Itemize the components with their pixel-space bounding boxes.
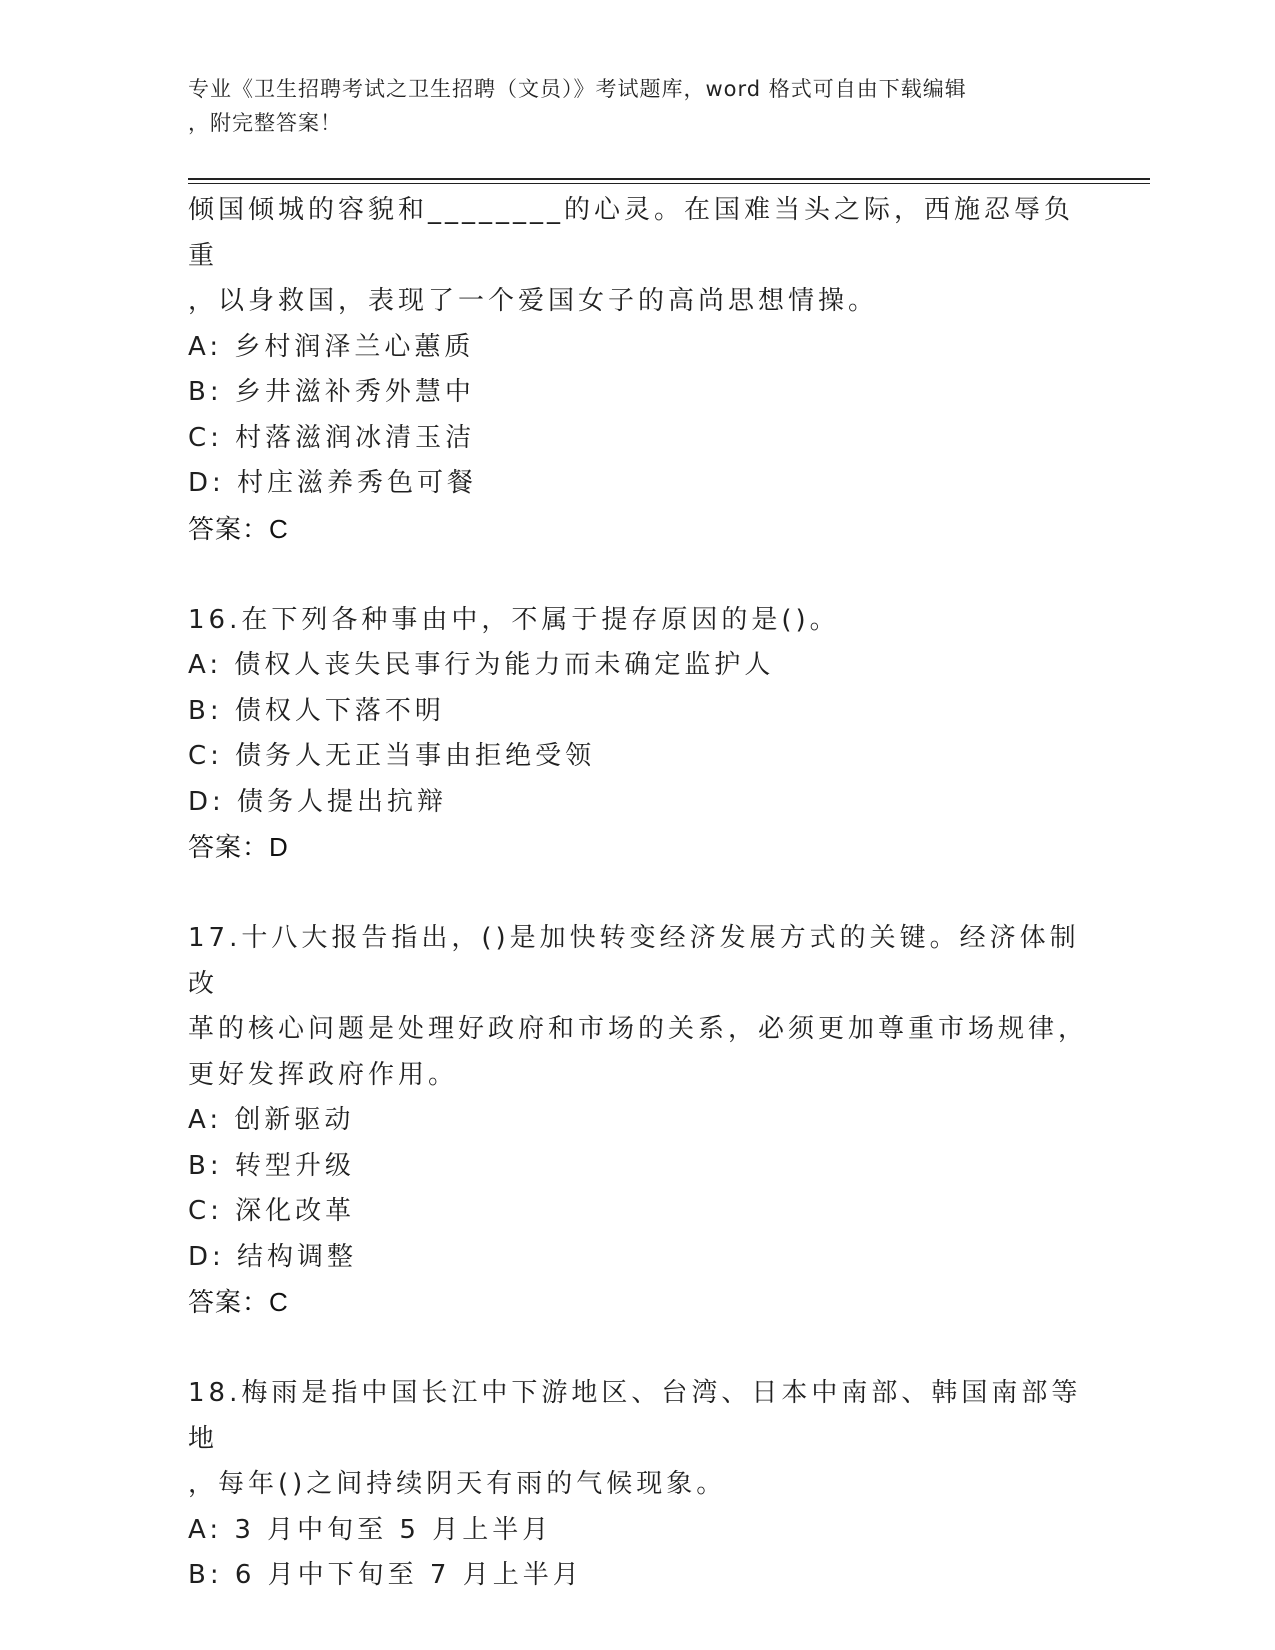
question-17-option-b: B: 转型升级: [188, 1150, 355, 1181]
question-15-block: [188, 188, 1088, 552]
document-header: [188, 72, 1068, 140]
question-content: [188, 188, 1088, 1599]
question-16-answer: 答案：D: [188, 832, 289, 862]
question-18-text-line-1: 18.梅雨是指中国长江中下游地区、台湾、日本中南部、韩国南部等地: [188, 1378, 1082, 1454]
question-16-text-line-1: 16.在下列各种事由中，不属于提存原因的是()。: [188, 604, 840, 635]
question-15-option-c: C: 村落滋润冰清玉洁: [188, 422, 476, 453]
question-18-block: [188, 1371, 1088, 1599]
question-17-text-line-3: 更好发挥政府作用。: [188, 1059, 459, 1090]
question-17-option-c: C: 深化改革: [188, 1196, 356, 1226]
question-16-option-b: B: 债权人下落不明: [188, 695, 445, 726]
question-16-block: [188, 598, 1088, 871]
question-17-option-a: A: 创新驱动: [188, 1105, 355, 1135]
header-line-2: ，附完整答案！: [188, 111, 342, 135]
question-17-option-d: D: 结构调整: [188, 1241, 358, 1272]
question-18-text-line-2: ，每年()之间持续阴天有雨的气候现象。: [188, 1469, 727, 1499]
question-15-text-line-1: 倾国倾城的容貌和________的心灵。在国难当头之际，西施忍辱负重: [188, 195, 1075, 271]
question-18-option-a: A: 3 月中旬至 5 月上半月: [188, 1514, 553, 1545]
question-18-option-b: B: 6 月中下旬至 7 月上半月: [188, 1560, 583, 1590]
question-15-option-a: A: 乡村润泽兰心蕙质: [188, 331, 475, 362]
question-17-block: [188, 916, 1088, 1326]
question-17-text-line-2: 革的核心问题是处理好政府和市场的关系，必须更加尊重市场规律，: [188, 1014, 1089, 1044]
question-15-answer: 答案：C: [188, 513, 289, 544]
question-16-option-a: A: 债权人丧失民事行为能力而未确定监护人: [188, 650, 775, 680]
question-17-answer: 答案：C: [188, 1287, 289, 1317]
header-divider-thin: [188, 183, 1150, 184]
question-17-text-line-1: 17.十八大报告指出，()是加快转变经济发展方式的关键。经济体制改: [188, 923, 1080, 999]
header-line-1: 专业《卫生招聘考试之卫生招聘（文员）》考试题库，word 格式可自由下载编辑: [188, 77, 967, 101]
header-divider-thick: [188, 178, 1150, 180]
question-16-option-d: D: 债务人提出抗辩: [188, 786, 448, 817]
question-15-option-d: D: 村庄滋养秀色可餐: [188, 468, 478, 498]
question-15-option-b: B: 乡井滋补秀外慧中: [188, 377, 475, 407]
question-16-option-c: C: 债务人无正当事由拒绝受领: [188, 741, 596, 771]
question-15-text-line-2: ，以身救国，表现了一个爱国女子的高尚思想情操。: [188, 286, 879, 316]
